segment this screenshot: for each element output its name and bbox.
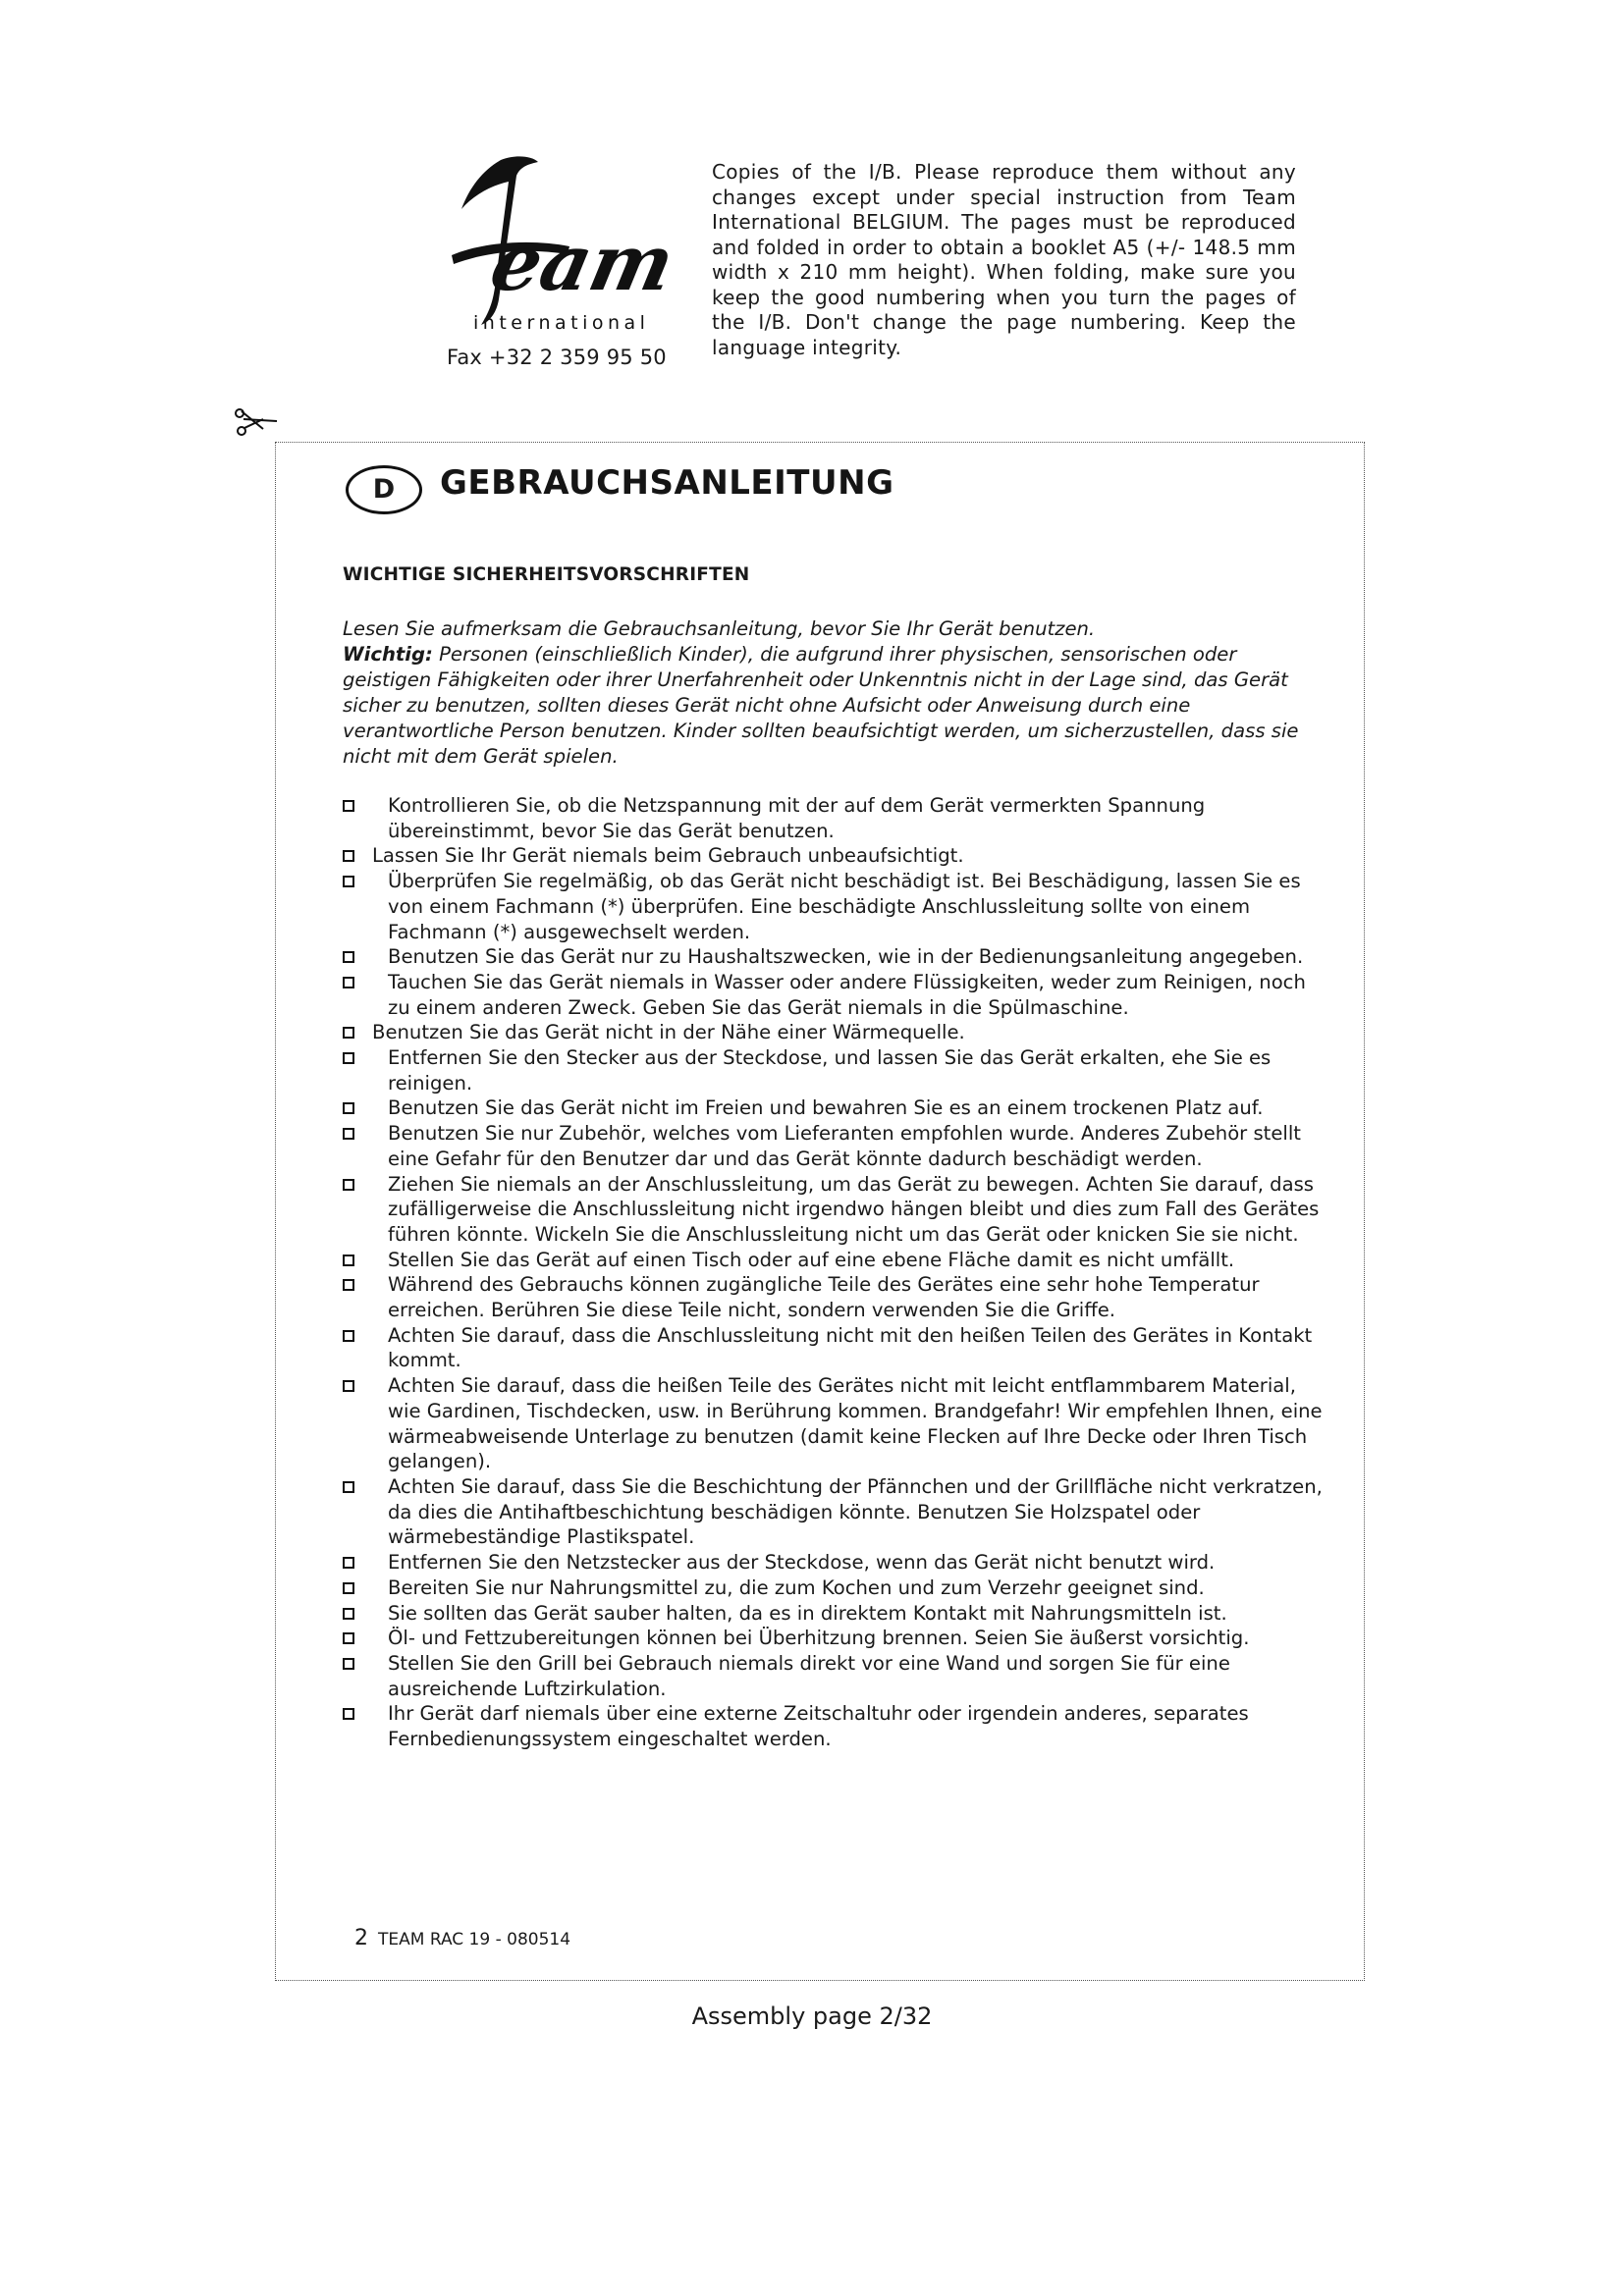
list-item: Tauchen Sie das Gerät niemals in Wasser oder andere Flüssigkeiten, weder zum Reinigen, noch zu einem anderen Zweck. Geben Sie das Gerät niemals in die Spülmaschine. [343,970,1325,1020]
checkbox-bullet-icon [343,1708,354,1720]
list-item: Benutzen Sie das Gerät nicht in der Nähe einer Wärmequelle. [343,1020,1325,1045]
team-international-logo [422,152,682,339]
page-title: GEBRAUCHSANLEITUNG [440,463,894,503]
list-item: Entfernen Sie den Stecker aus der Steckdose, und lassen Sie das Gerät erkalten, ehe Sie es reinigen. [343,1045,1325,1095]
checkbox-bullet-icon [343,1658,354,1670]
important-text: Personen (einschließlich Kinder), die aufgrund ihrer physischen, sensorischen oder geistigen Fähigkeiten oder ihrer Unerfahrenheit oder Unkenntnis nicht in der Lage sind, das Gerät sicher zu benutzen, sollten dieses Gerät nicht ohne Aufsicht oder Anweisung durch eine verantwortliche Person benutzen. Kinder sollten beaufsichtigt werden, um sicherzustellen, dass sie nicht mit dem Gerät spielen. [343,643,1299,768]
list-item: Benutzen Sie das Gerät nur zu Haushaltszwecken, wie in der Bedienungsanleitung angegeben. [343,944,1325,970]
svg-text:eam: eam [483,217,682,308]
checkbox-bullet-icon [343,1582,354,1594]
list-item: Öl- und Fettzubereitungen können bei Überhitzung brennen. Seien Sie äußerst vorsichtig. [343,1626,1325,1651]
list-item: Benutzen Sie nur Zubehör, welches vom Lieferanten empfohlen wurde. Anderes Zubehör stellt eine Gefahr für den Benutzer dar und das Gerät könnte dadurch beschädigt werden. [343,1121,1325,1171]
checkbox-bullet-icon [343,850,354,862]
logo-subtext: international [473,312,650,334]
checkbox-bullet-icon [343,977,354,988]
list-item: Ihr Gerät darf niemals über eine externe Zeitschaltuhr oder irgendein anderes, separates Fernbedienungssystem eingeschaltet werden. [343,1701,1325,1751]
checkbox-bullet-icon [343,1608,354,1620]
list-item: Stellen Sie das Gerät auf einen Tisch oder auf eine ebene Fläche damit es nicht umfällt. [343,1248,1325,1273]
checkbox-bullet-icon [343,1632,354,1644]
checkbox-bullet-icon [343,1102,354,1114]
important-label: Wichtig: [343,643,433,666]
checkbox-bullet-icon [343,876,354,887]
checkbox-bullet-icon [343,800,354,812]
scissors-icon [234,407,279,437]
important-paragraph [343,642,1315,770]
checkbox-bullet-icon [343,951,354,963]
list-item: Achten Sie darauf, dass die heißen Teile des Gerätes nicht mit leicht entflammbarem Material, wie Gardinen, Tischdecken, usw. in Berührung kommen. Brandgefahr! Wir empfehlen Ihnen, eine wärmeabweisende Unterlage zu benutzen (damit keine Flecken auf Ihre Decke oder Ihren Tisch gelangen). [343,1373,1325,1474]
copies-note: Copies of the I/B. Please reproduce them without any changes except under special instruction from Team International BELGIUM. The pages must be reproduced and folded in order to obtain a booklet A5 (+/- 148.5 mm width x 210 mm height). When folding, make sure you keep the good numbering when you turn the pages of the I/B. Don't change the page numbering. Keep the language integrity. [712,160,1296,359]
list-item: Überprüfen Sie regelmäßig, ob das Gerät nicht beschädigt ist. Bei Beschädigung, lassen Sie es von einem Fachmann (*) überprüfen. Eine beschädigte Anschlussleitung sollte von einem Fachmann (*) ausgewechselt werden. [343,869,1325,944]
list-item: Ziehen Sie niemals an der Anschlussleitung, um das Gerät zu bewegen. Achten Sie darauf, dass zufälligerweise die Anschlussleitung nicht irgendwo hängen bleibt und dies zum Fall des Gerätes führen könnte. Wickeln Sie die Anschlussleitung nicht um das Gerät oder knicken Sie sie nicht. [343,1172,1325,1248]
list-item: Kontrollieren Sie, ob die Netzspannung mit der auf dem Gerät vermerkten Spannung übereinstimmt, bevor Sie das Gerät benutzen. [343,793,1325,843]
page-number: 2 [354,1926,368,1950]
checkbox-bullet-icon [343,1481,354,1493]
list-item: Achten Sie darauf, dass die Anschlussleitung nicht mit den heißen Teilen des Gerätes in Kontakt kommt. [343,1323,1325,1373]
checkbox-bullet-icon [343,1380,354,1392]
assembly-page-label: Assembly page 2/32 [691,2002,933,2030]
checkbox-bullet-icon [343,1179,354,1191]
checkbox-bullet-icon [343,1279,354,1291]
list-item: Benutzen Sie das Gerät nicht im Freien und bewahren Sie es an einem trockenen Platz auf. [343,1095,1325,1121]
checkbox-bullet-icon [343,1128,354,1140]
list-item: Sie sollten das Gerät sauber halten, da es in direktem Kontakt mit Nahrungsmitteln ist. [343,1601,1325,1627]
checkbox-bullet-icon [343,1027,354,1039]
list-item: Entfernen Sie den Netzstecker aus der Steckdose, wenn das Gerät nicht benutzt wird. [343,1550,1325,1575]
list-item: Während des Gebrauchs können zugängliche Teile des Gerätes eine sehr hohe Temperatur erreichen. Berühren Sie diese Teile nicht, sondern verwenden Sie die Griffe. [343,1272,1325,1322]
list-item: Achten Sie darauf, dass Sie die Beschichtung der Pfännchen und der Grillfläche nicht verkratzen, da dies die Antihaftbeschichtung beschädigen könnte. Benutzen Sie Holzspatel oder wärmebeständige Plastikspatel. [343,1474,1325,1550]
safety-instruction-list [343,793,1325,1752]
intro-line: Lesen Sie aufmerksam die Gebrauchsanleitung, bevor Sie Ihr Gerät benutzen. [343,617,1096,640]
list-item: Lassen Sie Ihr Gerät niemals beim Gebrauch unbeaufsichtigt. [343,843,1325,869]
checkbox-bullet-icon [343,1330,354,1342]
language-badge: D [346,465,422,514]
list-item: Stellen Sie den Grill bei Gebrauch niemals direkt vor eine Wand und sorgen Sie für eine ausreichende Luftzirkulation. [343,1651,1325,1701]
list-item: Bereiten Sie nur Nahrungsmittel zu, die zum Kochen und zum Verzehr geeignet sind. [343,1575,1325,1601]
checkbox-bullet-icon [343,1255,354,1266]
product-code: TEAM RAC 19 - 080514 [378,1930,571,1949]
section-title: WICHTIGE SICHERHEITSVORSCHRIFTEN [343,564,750,585]
intro-text [343,616,1315,770]
checkbox-bullet-icon [343,1052,354,1064]
fax-number: Fax +32 2 359 95 50 [447,346,667,369]
checkbox-bullet-icon [343,1557,354,1569]
page-footer [354,1926,570,1950]
